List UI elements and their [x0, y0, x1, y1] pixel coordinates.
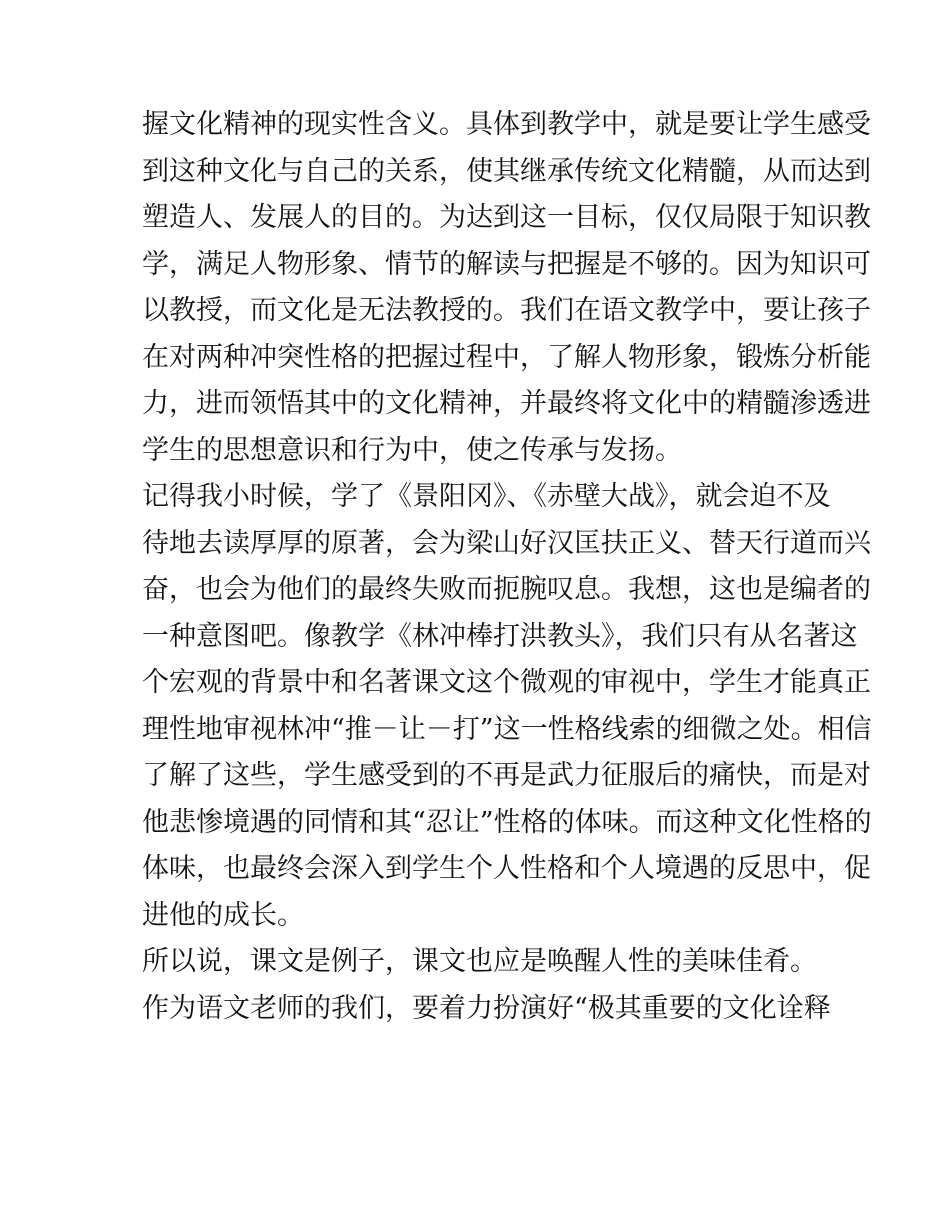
text-line: 到这种文化与自己的关系，使其继承传统文化精髓，从而达到 [142, 155, 871, 187]
text-line: 了解了这些，学生感受到的不再是武力征服后的痛快，而是对 [142, 760, 871, 791]
text-line: 所以说，课文是例子，课文也应是唤醒人性的美味佳肴。 [142, 946, 817, 977]
text-line: 握文化精神的现实性含义。具体到教学中，就是要让学生感受 [142, 109, 871, 140]
text-line: 记得我小时候，学了《景阳冈》、《赤壁大战》，就会迫不及 [142, 481, 831, 512]
body-text [142, 102, 872, 1032]
text-line: 塑造人、发展人的目的。为达到这一目标，仅仅局限于知识教 [142, 202, 871, 233]
text-line: 在对两种冲突性格的把握过程中，了解人物形象，锻炼分析能 [142, 341, 871, 373]
text-line: 学生的思想意识和行为中，使之传承与发扬。 [142, 434, 682, 466]
text-line: 个宏观的背景中和名著课文这个微观的审视中，学生才能真正 [142, 667, 871, 698]
text-line: 体味，也最终会深入到学生个人性格和个人境遇的反思中，促 [142, 853, 871, 884]
text-line: 进他的成长。 [142, 899, 304, 931]
text-line: 奋，也会为他们的最终失败而扼腕叹息。我想，这也是编者的 [142, 574, 871, 605]
text-line: 学，满足人物形象、情节的解读与把握是不够的。因为知识可 [142, 248, 871, 280]
text-line: 他悲惨境遇的同情和其“忍让”性格的体味。而这种文化性格的 [142, 806, 872, 838]
text-line: 理性地审视林冲“推－让－打”这一性格线索的细微之处。相信 [142, 713, 872, 745]
text-line: 作为语文老师的我们，要着力扮演好“极其重要的文化诠释 [142, 992, 831, 1024]
text-line: 待地去读厚厚的原著，会为梁山好汉匡扶正义、替天行道而兴 [142, 527, 871, 559]
text-line: 一种意图吧。像教学《林冲棒打洪教头》，我们只有从名著这 [142, 620, 858, 652]
text-line: 以教授，而文化是无法教授的。我们在语文教学中，要让孩子 [142, 295, 871, 326]
text-line: 力，进而领悟其中的文化精神，并最终将文化中的精髓渗透进 [142, 388, 871, 419]
